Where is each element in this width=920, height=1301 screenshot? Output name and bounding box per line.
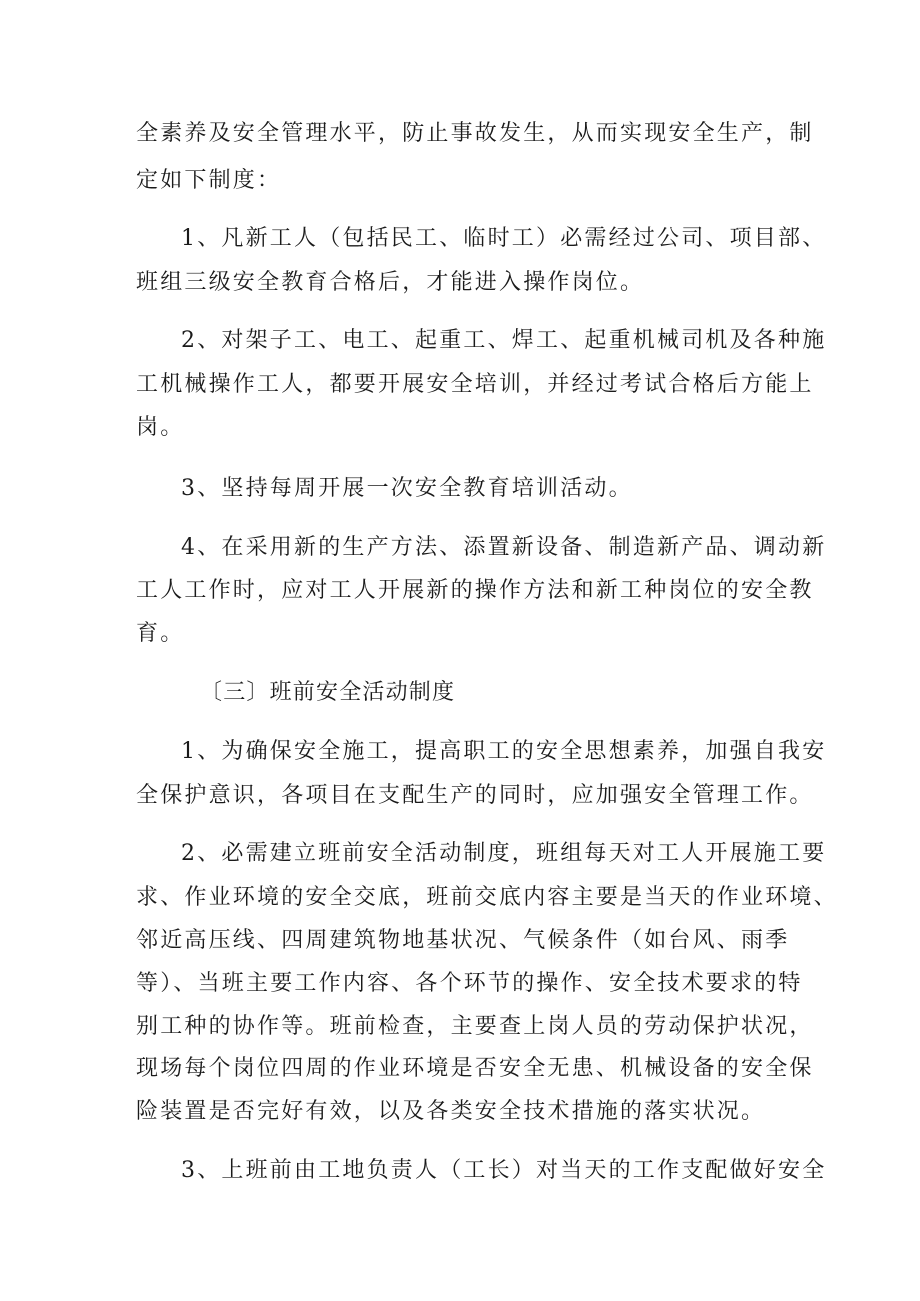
text-line: 险装置是否完好有效，以及各类安全技术措施的落实状况。 bbox=[136, 1099, 766, 1124]
text-line: 等）、当班主要工作内容、各个环节的操作、安全技术要求的特 bbox=[136, 971, 803, 996]
text-line: 求、作业环境的安全交底，班前交底内容主要是当天的作业环境、 bbox=[136, 885, 838, 910]
text-line: 工人工作时，应对工人开展新的操作方法和新工种岗位的安全教 bbox=[136, 578, 814, 603]
text-line: 邻近高压线、四周建筑物地基状况、气候条件（如台风、雨季 bbox=[136, 928, 790, 953]
text-line: 岗。 bbox=[136, 415, 185, 440]
text-line: 工机械操作工人，都要开展安全培训，并经过考试合格后方能上 bbox=[136, 372, 814, 397]
text-line: 1、凡新工人（包括民工、临时工）必需经过公司、项目部、 bbox=[181, 226, 827, 251]
text-line: 全素养及安全管理水平，防止事故发生，从而实现安全生产，制 bbox=[136, 121, 814, 146]
text-line: 4、在采用新的生产方法、添置新设备、制造新产品、调动新 bbox=[181, 535, 827, 560]
text-line: 班组三级安全教育合格后，才能进入操作岗位。 bbox=[136, 270, 645, 295]
text-line: 现场每个岗位四周的作业环境是否安全无患、机械设备的安全保 bbox=[136, 1056, 814, 1081]
text-line: 3、坚持每周开展一次安全教育培训活动。 bbox=[181, 476, 633, 501]
text-line: 育。 bbox=[136, 621, 185, 646]
text-line: 定如下制度： bbox=[136, 168, 282, 193]
text-line: 全保护意识，各项目在支配生产的同时，应加强安全管理工作。 bbox=[136, 783, 814, 808]
text-line: 别工种的协作等。班前检查，主要查上岗人员的劳动保护状况， bbox=[136, 1014, 814, 1039]
text-line: 3、上班前由工地负责人（工长）对当天的工作支配做好安全 bbox=[181, 1158, 827, 1183]
text-line: 1、为确保安全施工，提高职工的安全思想素养，加强自我安 bbox=[181, 739, 827, 764]
text-line: 2、必需建立班前安全活动制度，班组每天对工人开展施工要 bbox=[181, 841, 827, 866]
text-line: 2、对架子工、电工、起重工、焊工、起重机械司机及各种施 bbox=[181, 328, 827, 353]
section-heading: 〔三〕班前安全活动制度 bbox=[200, 680, 456, 705]
